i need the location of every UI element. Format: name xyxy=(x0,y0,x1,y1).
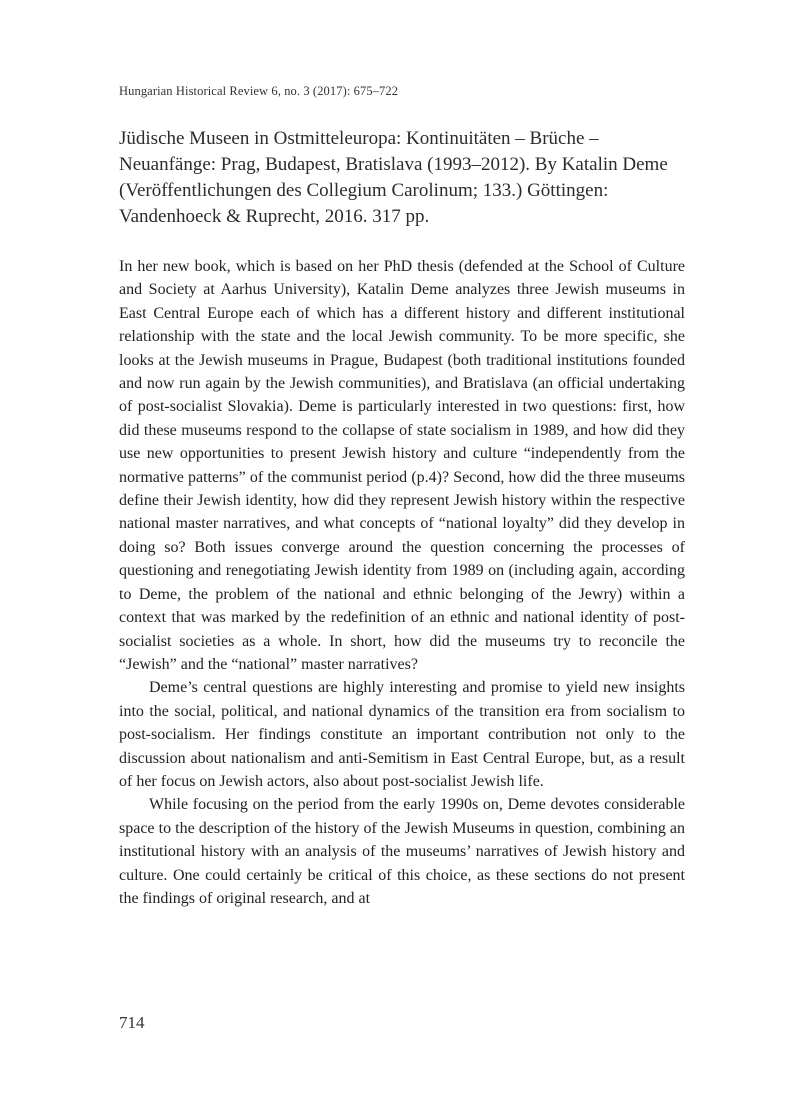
review-body xyxy=(119,255,685,910)
paragraph: Deme’s central questions are highly interesting and promise to yield new insights into the social, political, and national dynamics of the transition era from socialism to post-socialism. Her findings constitute an important contribution not only to the discussion about nationalism and anti-Semitism in East Central Europe, but, as a result of her focus on Jewish actors, also about post-socialist Jewish life. xyxy=(119,679,685,790)
paragraph: While focusing on the period from the early 1990s on, Deme devotes considerable space to the description of the history of the Jewish Museums in question, combining an institutional history with an analysis of the museums’ narratives of Jewish history and culture. One could certainly be critical of this choice, as these sections do not present the findings of original research, and at xyxy=(119,796,685,907)
page-number: 714 xyxy=(119,1013,145,1032)
paragraph: In her new book, which is based on her PhD thesis (defended at the School of Culture and Society at Aarhus University), Katalin Deme analyzes three Jewish museums in East Central Europe each of which has a different history and different institutional relationship with the state and the local Jewish community. To be more specific, she looks at the Jewish museums in Prague, Budapest (both traditional institutions founded and now run again by the Jewish communities), and Bratislava (an official undertaking of post-socialist Slovakia). Deme is particularly interested in two questions: first, how did these museums respond to the collapse of state socialism in 1989, and how did they use new opportunities to present Jewish history and culture “independently from the normative patterns” of the communist period (p.4)? Second, how did the three museums define their Jewish identity, how did they represent Jewish history within the respective national master narratives, and what concepts of “national loyalty” did they develop in doing so? Both issues converge around the question concerning the processes of questioning and renegotiating Jewish identity from 1989 on (including again, according to Deme, the problem of the national and ethnic belonging of the Jewry) within a context that was marked by the redefinition of an ethnic and national identity of post-socialist societies as a whole. In short, how did the museums try to reconcile the “Jewish” and the “national” master narratives? xyxy=(119,258,685,673)
review-title: Jüdische Museen in Ostmitteleuropa: Kontinuitäten – Brüche – Neuanfänge: Prag, Budapest, Bratislava (1993–2012). By Katalin Deme (Veröffentlichungen des Collegium Carolinum; 133.) Göttingen: Vandenhoeck & Ruprecht, 2016. 317 pp. xyxy=(119,128,668,227)
running-head: Hungarian Historical Review 6, no. 3 (2017): 675–722 xyxy=(119,84,399,98)
